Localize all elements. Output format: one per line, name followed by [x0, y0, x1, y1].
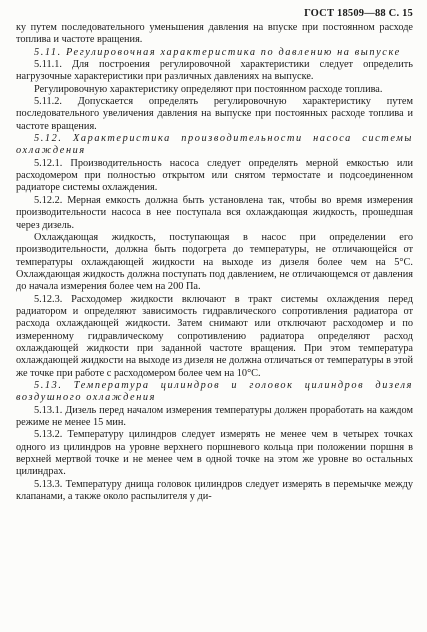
paragraph-5-12-2: 5.12.2. Мерная емкость должна быть установлена так, чтобы во время измерения производительности насоса в нее поступала вся охлаждающая жидкость, прошедшая через дизель. — [16, 194, 413, 231]
document-body — [16, 22, 413, 503]
paragraph-5-13-1: 5.13.1. Дизель перед началом измерения температуры должен проработать на каждом режиме не менее 15 мин. — [16, 404, 413, 428]
paragraph-5-13-3: 5.13.3. Температуру днища головок цилиндров следует измерять в перемычке между клапанами, а также около распылителя у ди- — [16, 478, 413, 503]
paragraph-regulation: Регулировочную характеристику определяют при постоянном расходе топлива. — [34, 83, 383, 95]
section-heading-5-13: 5.13. Температура цилиндров и головок цилиндров дизеля воздушного охлаждения — [16, 379, 413, 404]
paragraph-5-11-2: 5.11.2. Допускается определять регулировочную характеристику путем последовательного увеличения давления на выпуске при постоянных расходе топлива и частоте вращения. — [16, 96, 413, 132]
paragraph-5-12-1: 5.12.1. Производительность насоса следует определять мерной емкостью или расходомером при полностью открытом или снятом термостате и подсоединенном радиаторе системы охлаждения. — [16, 157, 413, 194]
paragraph-continuation: ку путем последовательного уменьшения давления на впуске при постоянном расходе топлива и частоте вращения. — [16, 22, 413, 46]
page-header: ГОСТ 18509—88 С. 15 — [304, 8, 413, 19]
paragraph-coolant: Охлаждающая жидкость, поступающая в насос при определении его производительности, должна быть подогрета до температуры, не отличающейся от температуры охлаждающей жидкости на выходе из дизеля более чем на 5°С. Охлаждающая жидкость должна поступать под давлением, не отличающемся от давления до начала измерения более чем на 200 Па. — [16, 231, 413, 293]
paragraph-5-11-1: 5.11.1. Для построения регулировочной характеристики следует определить нагрузочные характеристики при различных давлениях на выпуске. — [16, 59, 413, 83]
paragraph-5-12-3: 5.12.3. Расходомер жидкости включают в тракт системы охлаждения перед радиатором и определяют зависимость гидравлического сопротивления радиатора от расхода охлаждающей жидкости. Затем снимают или отключают расходомер и по измеренному гидравлическому сопротивлению радиатора определяют расход охлаждающей жидкости при заданной частоте вращения. При этом температура охлаждающей жидкости на выходе из дизеля не должна отличаться от температуры в этой же точке при работе с расходомером более чем на 10°С. — [16, 293, 413, 379]
section-heading-5-11: 5.11. Регулировочная характеристика по давлению на выпуске — [34, 46, 401, 58]
paragraph-5-13-2: 5.13.2. Температуру цилиндров следует измерять не менее чем в четырех точках одного из цилиндров на уровне верхнего поршневого кольца при положении поршня в верхней мертвой точке и не менее чем в одной точке на этом же уровне во остальных цилиндрах. — [16, 429, 413, 478]
section-heading-5-12: 5.12. Характеристика производительности насоса системы охлаждения — [16, 133, 413, 157]
